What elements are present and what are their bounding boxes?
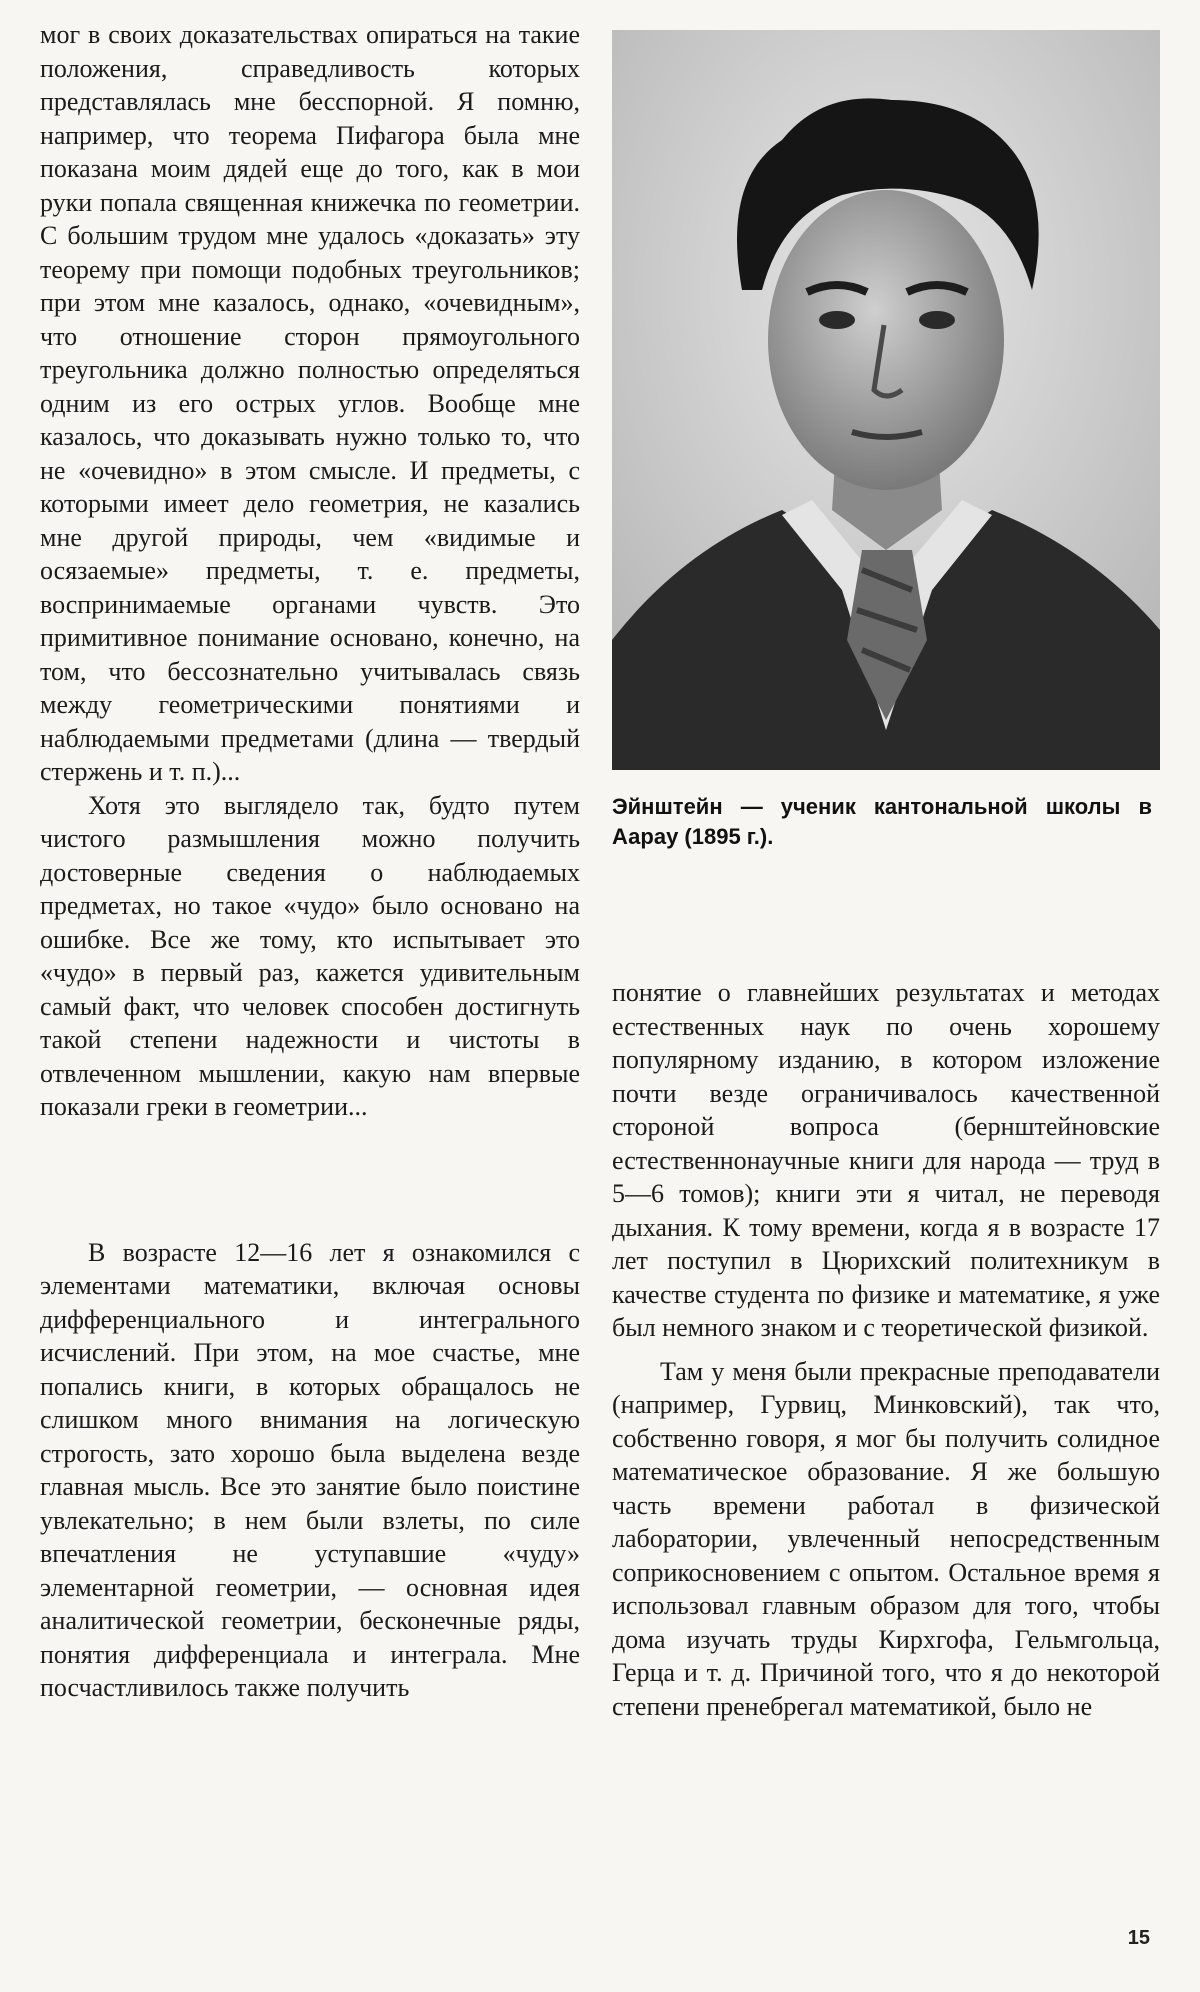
portrait-block	[612, 30, 1160, 852]
right-paragraph-1: понятие о главнейших результатах и методах естественных наук по очень хорошему популярному изданию, в котором изложение почти везде ограничивалось качественной стороной вопроса (бернштейновские естественнонаучные книги для народа — труд в 5—6 томов); книги эти я читал, не переводя дыхания. К тому времени, когда я в возрасте 17 лет поступил в Цюрихский политехникум в качестве студента по физике и математике, я уже был немного знаком и с теоретической физикой.	[612, 978, 1160, 1342]
page-number: 15	[1127, 1927, 1150, 1949]
section-gap	[40, 1124, 580, 1236]
left-paragraph-3: В возрасте 12—16 лет я ознакомился с элементами математики, включая основы дифференциального и интегрального исчислений. При этом, на мое счастье, мне попались книги, в которых обращалось не слишком много внимания на логическую строгость, зато хорошо была выделена везде главная мысль. Все это занятие было поистине увлекательно; в нем были взлеты, по силе впечатления не уступавшие «чуду» элементарной геометрии, — основная идея аналитической геометрии, бесконечные ряды, понятия дифференциала и интеграла. Мне посчастливилось также получить	[40, 1237, 580, 1702]
left-column	[40, 18, 580, 1705]
portrait-illustration	[612, 30, 1160, 770]
einstein-portrait-photo	[612, 30, 1160, 770]
left-paragraph-1: мог в своих доказательствах опираться на такие положения, справедливость которых представлялась мне бесспорной. Я помню, например, что теорема Пифагора была мне показана моим дядей еще до того, как в мои руки попала священная книжечка по геометрии. С большим трудом мне удалось «доказать» эту теорему при помощи подобных треугольников; при этом мне казалось, однако, «очевидным», что отношение сторон прямоугольного треугольника должно полностью определяться одним из его острых углов. Вообще мне казалось, что доказывать нужно только то, что не «очевидно» в этом смысле. И предметы, с которыми имеет дело геометрия, не казались мне другой природы, чем «видимые и осязаемые» предметы, т. е. предметы, воспринимаемые органами чувств. Это примитивное понимание основано, конечно, на том, что бессознательно учитывалась связь между геометрическими понятиями и наблюдаемыми предметами (длина — твердый стержень и т. п.)...	[40, 20, 580, 786]
paragraph-gap	[612, 1345, 1160, 1355]
left-paragraph-2: Хотя это выглядело так, будто путем чистого размышления можно получить достоверные сведения о наблюдаемых предметах, но такое «чудо» было основано на ошибке. Все же тому, кто испытывает это «чудо» в первый раз, кажется удивительным самый факт, что человек способен достигнуть такой степени надежности и чистоты в отвлеченном мышлении, какую нам впервые показали греки в геометрии...	[40, 790, 580, 1121]
right-paragraph-2: Там у меня были прекрасные преподаватели (например, Гурвиц, Минковский), так что, собственно говоря, я мог бы получить солидное математическое образование. Я же большую часть времени работал в физической лаборатории, увлеченный непосредственным соприкосновением с опытом. Остальное время я использовал главным образом для того, чтобы дома изучать труды Кирхгофа, Гельмгольца, Герца и т. д. Причиной того, что я до некоторой степени пренебрегал математикой, было не	[612, 1356, 1160, 1721]
photo-caption: Эйнштейн — ученик кантональной школы в Аарау (1895 г.).	[612, 794, 1152, 849]
right-column	[612, 976, 1160, 1723]
